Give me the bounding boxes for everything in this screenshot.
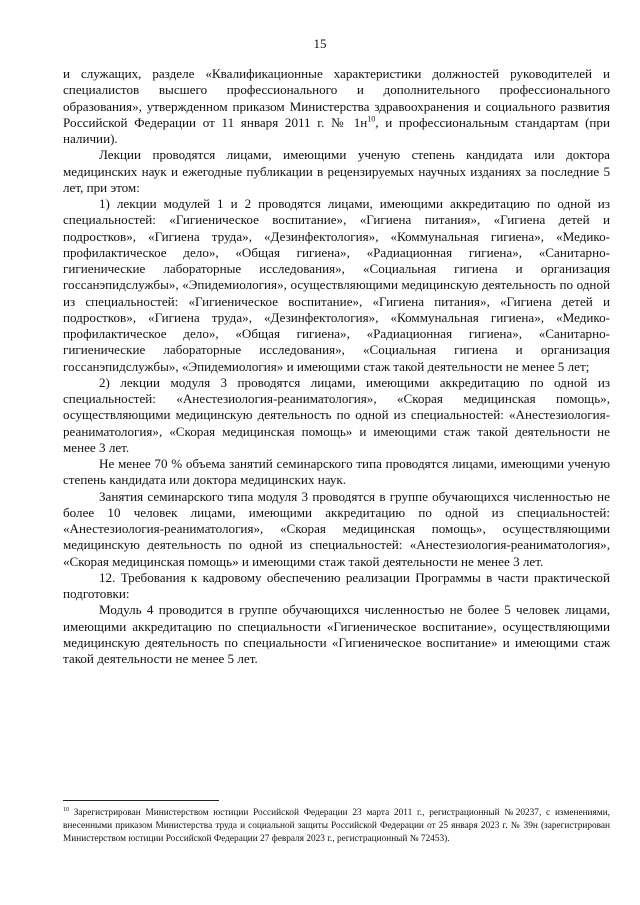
intro-text: и служащих, разделе «Квалификационные характеристики должностей руководителей и специалистов высшего профессионального и дополнительного профессионального образования», утвержденном приказом Министерства здравоохранения и социального развития Российской Федерации от 11 января 2011 г. № 1н xyxy=(63,66,610,130)
lectures-item-2: 2) лекции модуля 3 проводятся лицами, имеющими аккредитацию по одной из специальностей: «Анестезиология-реаниматология», «Скорая медицинская помощь», осуществляющими медицинскую деятельность по одной из специальностей: «Анестезиология-реаниматология», «Скорая медицинская помощь» и имеющими стаж такой деятельности не менее 3 лет. xyxy=(63,374,610,455)
footnote xyxy=(63,807,610,847)
footnote-separator xyxy=(63,800,219,801)
page-number: 15 xyxy=(313,36,327,51)
lectures-item-1: 1) лекции модулей 1 и 2 проводятся лицами, имеющими аккредитацию по одной из специальностей: «Гигиеническое воспитание», «Гигиена питания», «Гигиена детей и подростков», «Гигиена труда», «Дезинфектология», «Коммунальная гигиена», «Медико-профилактическое дело», «Общая гигиена», «Радиационная гигиена», «Санитарно-гигиенические лабораторные исследования», «Социальная гигиена и организация госсанэпидслужбы», «Эпидемиология», осуществляющими медицинскую деятельность по одной из специальностей: «Гигиеническое воспитание», «Гигиена питания», «Гигиена детей и подростков», «Гигиена труда», «Дезинфектология», «Коммунальная гигиена», «Медико-профилактическое дело», «Общая гигиена», «Радиационная гигиена», «Санитарно-гигиенические лабораторные исследования», «Социальная гигиена и организация госсанэпидслужбы», «Эпидемиология» и имеющими стаж такой деятельности не менее 5 лет; xyxy=(63,196,610,374)
intro-tail: , и профессиональным стандартам (при наличии). xyxy=(63,114,610,146)
document-body xyxy=(63,66,610,667)
section-12-heading: 12. Требования к кадровому обеспечению реализации Программы в части практической подготовки: xyxy=(63,569,610,601)
module-4-paragraph: Модуль 4 проводится в группе обучающихся численностью не более 5 человек лицами, имеющими аккредитацию по специальности «Гигиеническое воспитание», осуществляющими медицинскую деятельность по специальности «Гигиеническое воспитание» и имеющими стаж такой деятельности не менее 5 лет. xyxy=(63,602,610,666)
intro-paragraph xyxy=(63,66,610,147)
seminar-module-3-paragraph: Занятия семинарского типа модуля 3 проводятся в группе обучающихся численностью не более 10 человек лицами, имеющими аккредитацию по одной из специальностей: «Анестезиология-реаниматология», «Скорая медицинская помощь», осуществляющими медицинскую деятельность по одной из специальностей: «Анестезиология-реаниматология», «Скорая медицинская помощь» и имеющими стаж такой деятельности не менее 3 лет. xyxy=(63,488,610,569)
footnote-marker: 10 xyxy=(63,806,69,813)
seminar-share-paragraph: Не менее 70 % объема занятий семинарского типа проводятся лицами, имеющими ученую степень кандидата или доктора медицинских наук. xyxy=(63,456,610,488)
lectures-paragraph: Лекции проводятся лицами, имеющими ученую степень кандидата или доктора медицинских наук и ежегодные публикации в рецензируемых научных изданиях за последние 5 лет, при этом: xyxy=(63,147,610,195)
footnote-reference[interactable]: 10 xyxy=(367,114,376,124)
footnote-text: Зарегистрирован Министерством юстиции Российской Федерации 23 марта 2011 г., регистрационный №20237, с изменениями, внесенными приказом Министерства труда и социальной защиты Российской Федерации от 25 января 2023 г. № 39н (зарегистрирован Министерством юстиции Российской Федерации 27 февраля 2023 г., регистрационный № 72453). xyxy=(63,808,610,845)
